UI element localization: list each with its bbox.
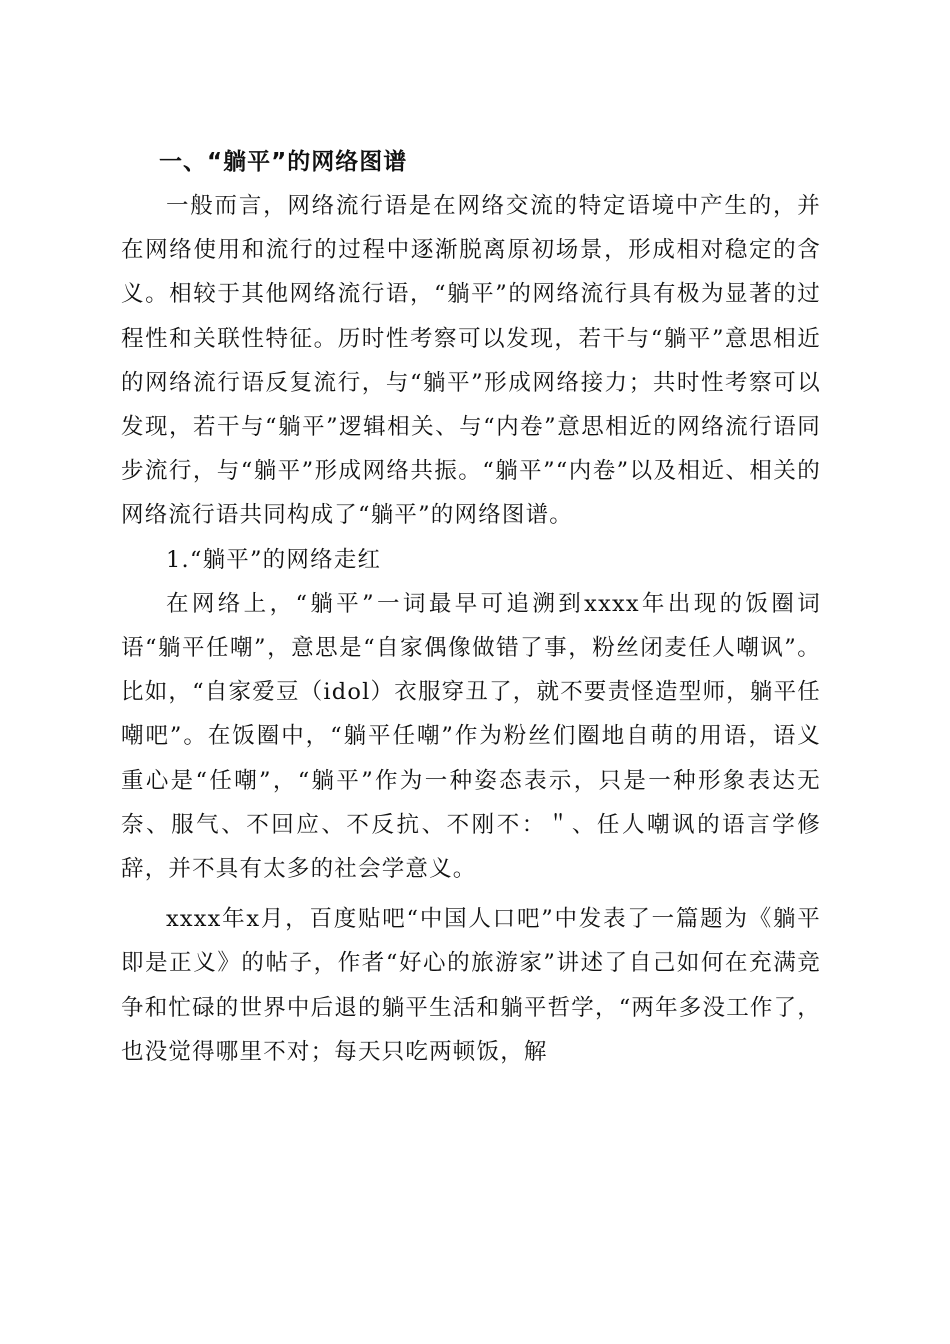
section-heading: 一、“躺平”的网络图谱 (159, 149, 408, 175)
body-paragraph-2: xxxx年x月，百度贴吧“中国人口吧”中发表了一篇题为《躺平即是正义》的帖子，作者“好心的旅游家”讲述了自己如何在充满竞争和忙碌的世界中后退的躺平生活和躺平哲学，“两年多没工作了，也没觉得哪里不对；每天只吃两顿饭，解 (121, 906, 822, 1065)
document-page (121, 140, 821, 1074)
body-paragraph-1: 在网络上，“躺平”一词最早可追溯到xxxx年出现的饭圈词语“躺平任嘲”，意思是“自家偶像做错了事，粉丝闭麦任人嘲讽”。比如，“自家爱豆（idol）衣服穿丑了，就不要责怪造型师，躺平任嘲吧”。在饭圈中，“躺平任嘲”作为粉丝们圈地自萌的用语，语义重心是“任嘲”，“躺平”作为一种姿态表示，只是一种形象表达无奈、服气、不回应、不反抗、不刚不：＂、任人嘲讽的语言学修辞，并不具有太多的社会学意义。 (121, 590, 821, 883)
subsection-heading: 1.“躺平”的网络走红 (166, 546, 382, 573)
intro-paragraph: 一般而言，网络流行语是在网络交流的特定语境中产生的，并在网络使用和流行的过程中逐渐脱离原初场景，形成相对稳定的含义。相较于其他网络流行语，“躺平”的网络流行具有极为显著的过程性和关联性特征。历时性考察可以发现，若干与“躺平”意思相近的网络流行语反复流行，与“躺平”形成网络接力；共时性考察可以发现，若干与“躺平”逻辑相关、与“内卷”意思相近的网络流行语同步流行，与“躺平”形成网络共振。“躺平”“内卷”以及相近、相关的网络流行语共同构成了“躺平”的网络图谱。 (121, 193, 821, 529)
